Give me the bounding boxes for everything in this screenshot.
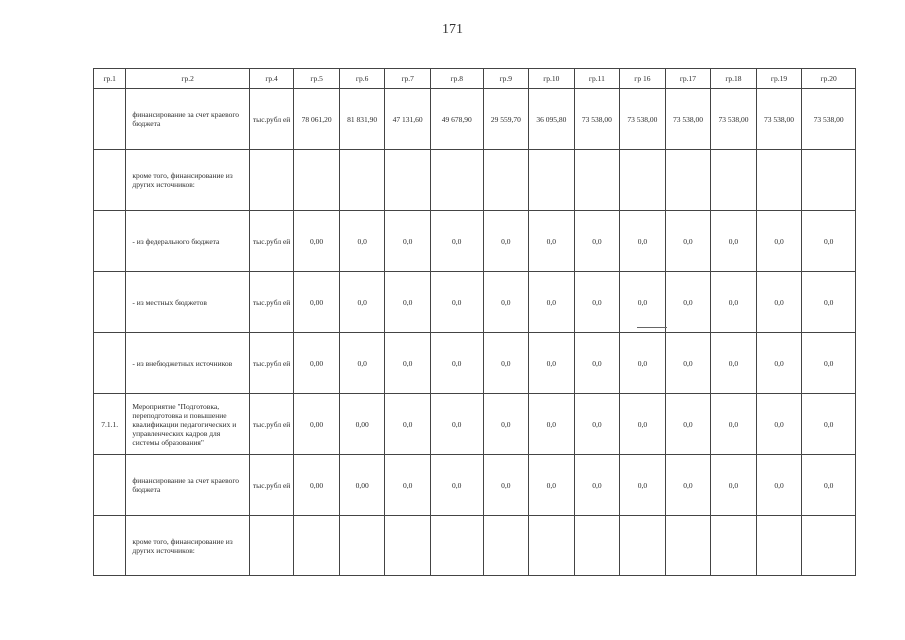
column-header: гр.10 bbox=[529, 69, 575, 89]
value-cell: 73 538,00 bbox=[574, 89, 620, 150]
row-name: финансирование за счет краевого бюджета bbox=[126, 89, 249, 150]
value-cell: 0,0 bbox=[574, 455, 620, 516]
value-cell bbox=[711, 516, 757, 576]
value-cell: 0,0 bbox=[483, 455, 529, 516]
value-cell: 0,0 bbox=[711, 272, 757, 333]
value-cell: 0,0 bbox=[620, 211, 666, 272]
value-cell: 0,0 bbox=[711, 333, 757, 394]
value-cell bbox=[294, 150, 340, 211]
value-cell bbox=[430, 150, 483, 211]
value-cell: 0,0 bbox=[802, 394, 856, 455]
column-header: гр.19 bbox=[756, 69, 802, 89]
header-row bbox=[94, 69, 856, 89]
row-unit: тыс.рубл ей bbox=[249, 211, 294, 272]
value-cell: 0,0 bbox=[574, 211, 620, 272]
value-cell: 29 559,70 bbox=[483, 89, 529, 150]
value-cell: 0,0 bbox=[802, 211, 856, 272]
value-cell: 0,0 bbox=[620, 333, 666, 394]
value-cell: 0,00 bbox=[294, 394, 340, 455]
value-cell: 0,0 bbox=[756, 211, 802, 272]
table-row bbox=[94, 516, 856, 576]
value-cell: 0,0 bbox=[339, 211, 385, 272]
value-cell: 0,00 bbox=[339, 455, 385, 516]
column-header: гр.8 bbox=[430, 69, 483, 89]
table-row bbox=[94, 272, 856, 333]
column-header: гр.11 bbox=[574, 69, 620, 89]
value-cell: 0,0 bbox=[483, 211, 529, 272]
value-cell: 0,00 bbox=[339, 394, 385, 455]
row-code bbox=[94, 333, 126, 394]
value-cell: 0,0 bbox=[430, 211, 483, 272]
row-code bbox=[94, 150, 126, 211]
value-cell: 0,0 bbox=[756, 333, 802, 394]
value-cell: 0,0 bbox=[529, 394, 575, 455]
column-header: гр.6 bbox=[339, 69, 385, 89]
value-cell bbox=[574, 516, 620, 576]
value-cell bbox=[802, 150, 856, 211]
column-header: гр.7 bbox=[385, 69, 431, 89]
value-cell: 0,0 bbox=[711, 455, 757, 516]
value-cell: 0,0 bbox=[483, 394, 529, 455]
row-code: 7.1.1. bbox=[94, 394, 126, 455]
value-cell bbox=[711, 150, 757, 211]
value-cell: 0,0 bbox=[711, 394, 757, 455]
row-unit: тыс.рубл ей bbox=[249, 455, 294, 516]
value-cell: 0,0 bbox=[802, 333, 856, 394]
value-cell: 0,0 bbox=[665, 211, 711, 272]
value-cell: 0,0 bbox=[385, 211, 431, 272]
value-cell: 0,0 bbox=[756, 455, 802, 516]
scan-mark-line bbox=[637, 327, 667, 328]
column-header: гр.20 bbox=[802, 69, 856, 89]
column-header: гр.9 bbox=[483, 69, 529, 89]
row-unit: тыс.рубл ей bbox=[249, 89, 294, 150]
row-name: Мероприятие "Подготовка, переподготовка и повышение квалификации педагогических и управленческих кадров для системы образования" bbox=[126, 394, 249, 455]
row-name: - из местных бюджетов bbox=[126, 272, 249, 333]
page-number: 171 bbox=[442, 22, 463, 37]
table-row bbox=[94, 333, 856, 394]
value-cell: 0,0 bbox=[802, 455, 856, 516]
value-cell bbox=[430, 516, 483, 576]
column-header: гр 16 bbox=[620, 69, 666, 89]
row-name: кроме того, финансирование из других источников: bbox=[126, 516, 249, 576]
value-cell bbox=[483, 516, 529, 576]
value-cell bbox=[620, 516, 666, 576]
value-cell: 0,0 bbox=[483, 272, 529, 333]
value-cell: 0,0 bbox=[802, 272, 856, 333]
row-code bbox=[94, 272, 126, 333]
value-cell: 0,0 bbox=[574, 394, 620, 455]
row-unit bbox=[249, 150, 294, 211]
value-cell bbox=[529, 516, 575, 576]
row-name: финансирование за счет краевого бюджета bbox=[126, 455, 249, 516]
row-code bbox=[94, 516, 126, 576]
value-cell: 78 061,20 bbox=[294, 89, 340, 150]
value-cell: 0,0 bbox=[385, 333, 431, 394]
value-cell: 0,0 bbox=[385, 394, 431, 455]
value-cell: 0,0 bbox=[711, 211, 757, 272]
value-cell bbox=[756, 516, 802, 576]
value-cell: 0,0 bbox=[385, 272, 431, 333]
value-cell: 0,0 bbox=[756, 394, 802, 455]
value-cell bbox=[574, 150, 620, 211]
table-row bbox=[94, 89, 856, 150]
budget-table bbox=[93, 68, 856, 576]
value-cell: 0,0 bbox=[430, 394, 483, 455]
table-row bbox=[94, 455, 856, 516]
value-cell bbox=[529, 150, 575, 211]
value-cell: 0,0 bbox=[529, 333, 575, 394]
value-cell: 47 131,60 bbox=[385, 89, 431, 150]
value-cell: 0,0 bbox=[430, 333, 483, 394]
value-cell bbox=[665, 150, 711, 211]
value-cell: 0,0 bbox=[574, 333, 620, 394]
value-cell: 0,00 bbox=[294, 211, 340, 272]
table-row bbox=[94, 211, 856, 272]
value-cell bbox=[339, 516, 385, 576]
value-cell: 0,00 bbox=[294, 455, 340, 516]
table-row bbox=[94, 150, 856, 211]
value-cell bbox=[385, 150, 431, 211]
value-cell: 0,0 bbox=[529, 455, 575, 516]
row-name: - из внебюджетных источников bbox=[126, 333, 249, 394]
row-code bbox=[94, 455, 126, 516]
column-header: гр.4 bbox=[249, 69, 294, 89]
value-cell: 0,0 bbox=[756, 272, 802, 333]
value-cell: 0,0 bbox=[665, 394, 711, 455]
value-cell: 0,0 bbox=[574, 272, 620, 333]
value-cell: 73 538,00 bbox=[802, 89, 856, 150]
row-unit: тыс.рубл ей bbox=[249, 272, 294, 333]
row-name: - из федерального бюджета bbox=[126, 211, 249, 272]
value-cell: 0,00 bbox=[294, 333, 340, 394]
value-cell bbox=[756, 150, 802, 211]
value-cell: 0,0 bbox=[665, 455, 711, 516]
value-cell: 0,0 bbox=[620, 394, 666, 455]
value-cell bbox=[483, 150, 529, 211]
value-cell: 73 538,00 bbox=[665, 89, 711, 150]
value-cell: 0,0 bbox=[529, 272, 575, 333]
value-cell: 0,0 bbox=[665, 333, 711, 394]
value-cell: 73 538,00 bbox=[756, 89, 802, 150]
value-cell: 0,0 bbox=[430, 455, 483, 516]
value-cell: 81 831,90 bbox=[339, 89, 385, 150]
value-cell: 73 538,00 bbox=[711, 89, 757, 150]
value-cell bbox=[802, 516, 856, 576]
value-cell: 0,0 bbox=[620, 455, 666, 516]
value-cell: 0,0 bbox=[620, 272, 666, 333]
value-cell bbox=[620, 150, 666, 211]
value-cell: 0,00 bbox=[294, 272, 340, 333]
column-header: гр.1 bbox=[94, 69, 126, 89]
row-unit: тыс.рубл ей bbox=[249, 333, 294, 394]
column-header: гр.17 bbox=[665, 69, 711, 89]
row-name: кроме того, финансирование из других источников: bbox=[126, 150, 249, 211]
value-cell: 49 678,90 bbox=[430, 89, 483, 150]
value-cell: 0,0 bbox=[529, 211, 575, 272]
column-header: гр.2 bbox=[126, 69, 249, 89]
column-header: гр.5 bbox=[294, 69, 340, 89]
value-cell: 0,0 bbox=[665, 272, 711, 333]
row-unit: тыс.рубл ей bbox=[249, 394, 294, 455]
value-cell bbox=[665, 516, 711, 576]
value-cell: 73 538,00 bbox=[620, 89, 666, 150]
value-cell bbox=[385, 516, 431, 576]
column-header: гр.18 bbox=[711, 69, 757, 89]
value-cell bbox=[294, 516, 340, 576]
value-cell: 36 095,80 bbox=[529, 89, 575, 150]
value-cell bbox=[339, 150, 385, 211]
value-cell: 0,0 bbox=[339, 272, 385, 333]
value-cell: 0,0 bbox=[385, 455, 431, 516]
value-cell: 0,0 bbox=[339, 333, 385, 394]
row-code bbox=[94, 89, 126, 150]
row-unit bbox=[249, 516, 294, 576]
table-row bbox=[94, 394, 856, 455]
value-cell: 0,0 bbox=[483, 333, 529, 394]
row-code bbox=[94, 211, 126, 272]
value-cell: 0,0 bbox=[430, 272, 483, 333]
